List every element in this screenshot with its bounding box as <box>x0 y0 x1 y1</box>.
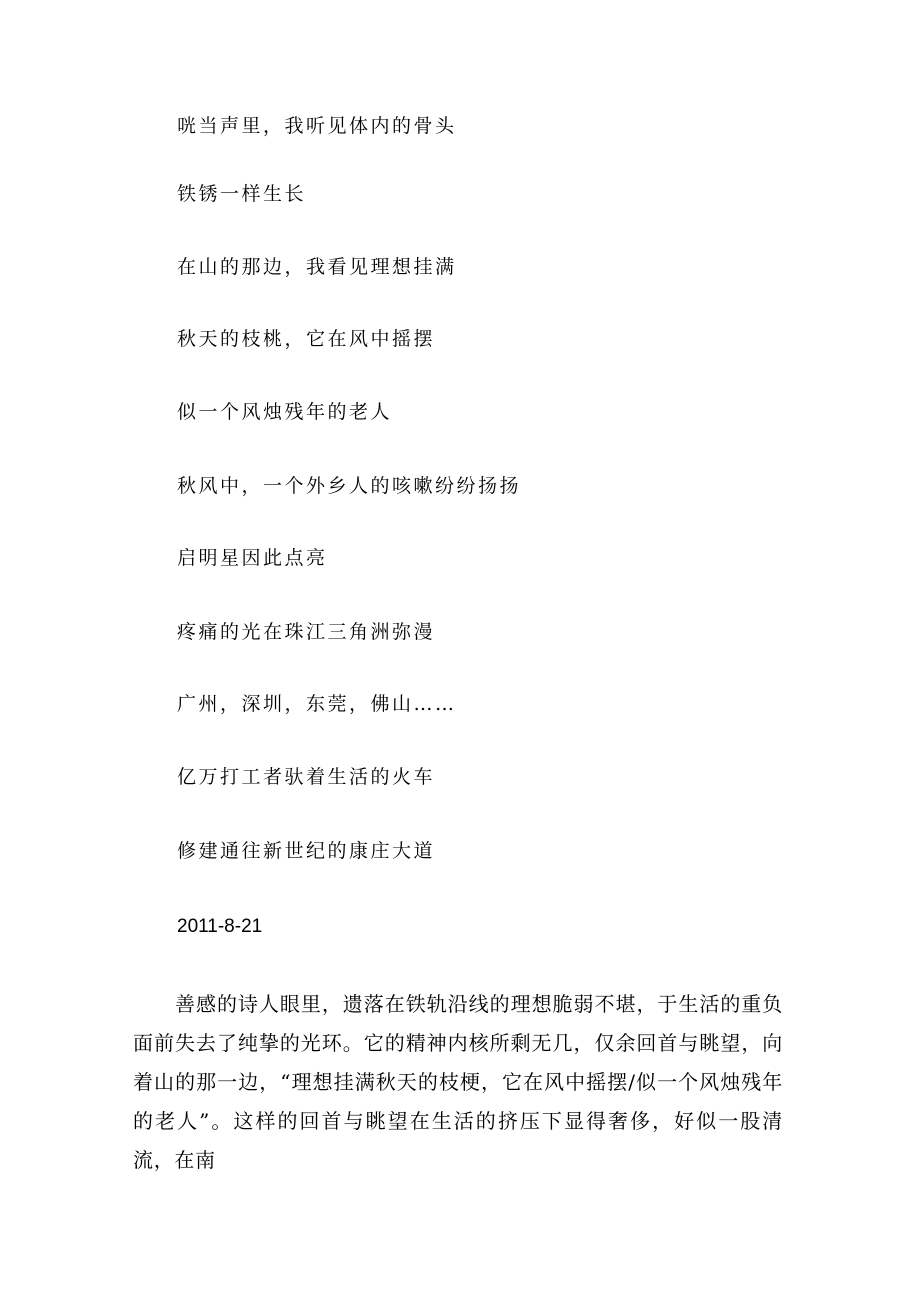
poem-line-2: 铁锈一样生长 <box>177 183 307 205</box>
poem-line-11: 修建通往新世纪的康庄大道 <box>177 840 436 862</box>
poem-line-8: 疼痛的光在珠江三角洲弥漫 <box>177 621 436 643</box>
poem-line-9: 广州，深圳，东莞，佛山…… <box>177 693 457 715</box>
poem-date: 2011-8-21 <box>177 916 263 937</box>
poem-line-6: 秋风中，一个外乡人的咳嗽纷纷扬扬 <box>177 475 522 497</box>
poem-line-1: 咣当声里，我听见体内的骨头 <box>177 115 457 137</box>
poem-line-5: 似一个风烛残年的老人 <box>177 401 393 423</box>
essay-paragraph: 善感的诗人眼里，遗落在铁轨沿线的理想脆弱不堪，于生活的重负面前失去了纯挚的光环。它的精神内核所剩无几，仅余回首与眺望，向着山的那一边，“理想挂满秋天的枝梗，它在风中摇摆/似一个风烛残年的老人”。这样的回首与眺望在生活的挤压下显得奢侈，好似一股清流，在南 <box>133 992 783 1172</box>
poem-line-7: 启明星因此点亮 <box>177 547 328 569</box>
poem-line-10: 亿万打工者驮着生活的火车 <box>177 766 436 788</box>
poem-line-4: 秋天的枝桃，它在风中摇摆 <box>177 328 436 350</box>
poem-line-3: 在山的那边，我看见理想挂满 <box>177 256 457 278</box>
